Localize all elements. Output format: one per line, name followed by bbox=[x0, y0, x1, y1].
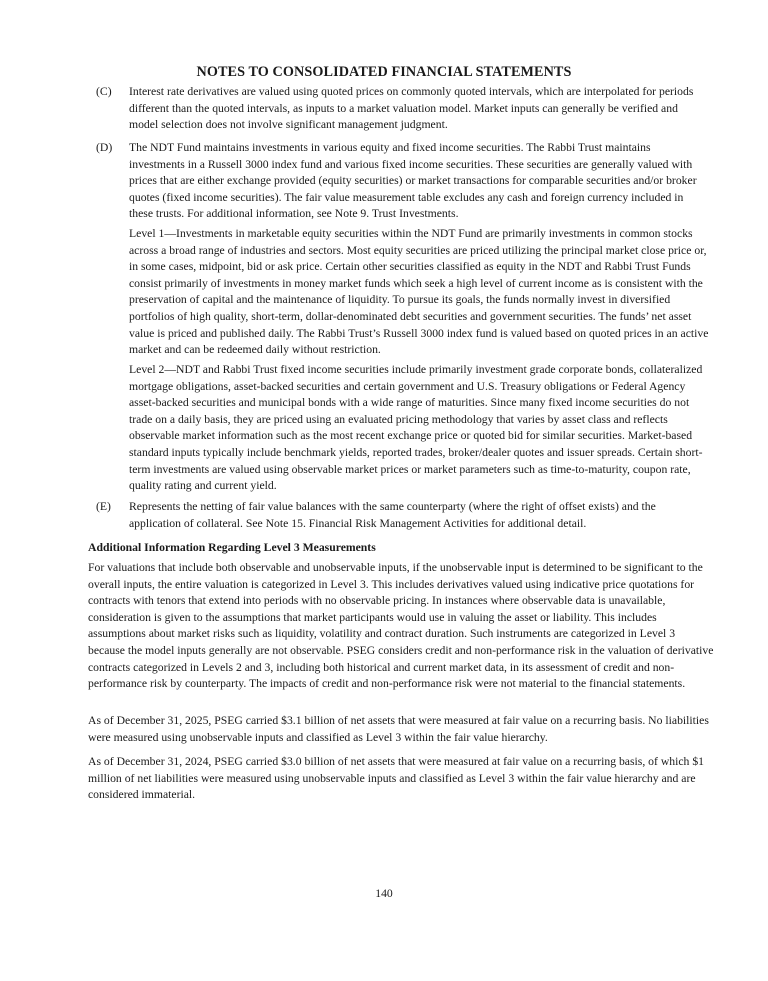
note-e-text: Represents the netting of fair value balances with the same counterparty (where the right of offset exists) and the application of collateral. See Note 15. Financial Risk Management Activities for additional detail. bbox=[129, 500, 656, 530]
level3-paragraph-3: As of December 31, 2024, PSEG carried $3.0 billion of net assets that were measured at fair value on a recurring basis, of which $1 million of net liabilities were measured using unobservable inputs and classified as Level 3 within the fair value hierarchy and are considered immaterial. bbox=[88, 755, 705, 802]
level3-heading: Additional Information Regarding Level 3 Measurements bbox=[88, 541, 376, 554]
level3-paragraph-1: For valuations that include both observable and unobservable inputs, if the unobservable input is determined to be significant to the overall inputs, the entire valuation is categorized in Level 3. This includes derivatives valued using indicative price quotations for contracts with tenors that extend into periods with no observable pricing. In instances where observable data is unavailable, consideration is given to the assumptions that market participants would use in valuing the asset or liability. This includes assumptions about market risks such as liquidity, volatility and contract duration. Such instruments are categorized in Level 3 because the model inputs generally are not observable. PSEG considers credit and non-performance risk in the valuation of derivative contracts categorized in Levels 2 and 3, including both historical and current market data, in its assessment of credit and non-performance risk by counterparty. The impacts of credit and non-performance risk were not material to the financial statements. bbox=[88, 561, 714, 691]
note-d-text: The NDT Fund maintains investments in various equity and fixed income securities. The Rabbi Trust maintains investments in a Russell 3000 index fund and various fixed income securities. These securities are generally valued with prices that are either exchange provided (equity securities) or market transactions for comparable securities and/or broker quotes (fixed income securities). The fair value measurement table excludes any cash and foreign currency included in these trusts. For additional information, see Note 9. Trust Investments. bbox=[129, 141, 697, 221]
note-c-text: Interest rate derivatives are valued using quoted prices on commonly quoted intervals, which are interpolated for periods different than the quoted intervals, as inputs to a market valuation model. Market inputs can generally be verified and model selection does not involve significant management judgment. bbox=[129, 85, 694, 132]
note-e-label: (E) bbox=[96, 500, 111, 513]
note-c-label: (C) bbox=[96, 85, 112, 98]
note-d-level2: Level 2—NDT and Rabbi Trust fixed income securities include primarily investment grade corporate bonds, collateralized mortgage obligations, asset-backed securities and certain government and U.S. Treasury obligations or Federal Agency asset-backed securities and municipal bonds with a wide range of maturities. Since many fixed income securities do not trade on a daily basis, they are priced using an evaluated pricing methodology that varies by asset class and reflects observable market information such as the most recent exchange price or quoted bid for similar securities. Market-based standard inputs typically include benchmark yields, reported trades, broker/dealer quotes and issuer spreads. Certain short-term investments are valued using observable market prices or market parameters such as time-to-maturity, coupon rate, quality rating and current yield. bbox=[129, 363, 703, 493]
note-d-level1: Level 1—Investments in marketable equity securities within the NDT Fund are primarily investments in common stocks across a broad range of industries and sectors. Most equity securities are priced utilizing the principal market close price or, in some cases, midpoint, bid or ask price. Certain other securities classified as equity in the NDT and Rabbi Trust Funds consist primarily of investments in money market funds which seek a high level of current income as is consistent with the preservation of capital and the maintenance of liquidity. To pursue its goals, the funds normally invest in diversified portfolios of high quality, short-term, dollar-denominated debt securities and government securities. The funds’ net asset value is priced and published daily. The Rabbi Trust’s Russell 3000 index fund is valued based on quoted prices in an active market and can be redeemed daily without restriction. bbox=[129, 227, 709, 357]
page-title: NOTES TO CONSOLIDATED FINANCIAL STATEMENTS bbox=[196, 64, 572, 80]
page-number: 140 bbox=[375, 887, 393, 900]
level3-paragraph-2: As of December 31, 2025, PSEG carried $3.1 billion of net assets that were measured at fair value on a recurring basis. No liabilities were measured using unobservable inputs and classified as Level 3 within the fair value hierarchy. bbox=[88, 714, 709, 744]
note-d-label: (D) bbox=[96, 141, 113, 154]
